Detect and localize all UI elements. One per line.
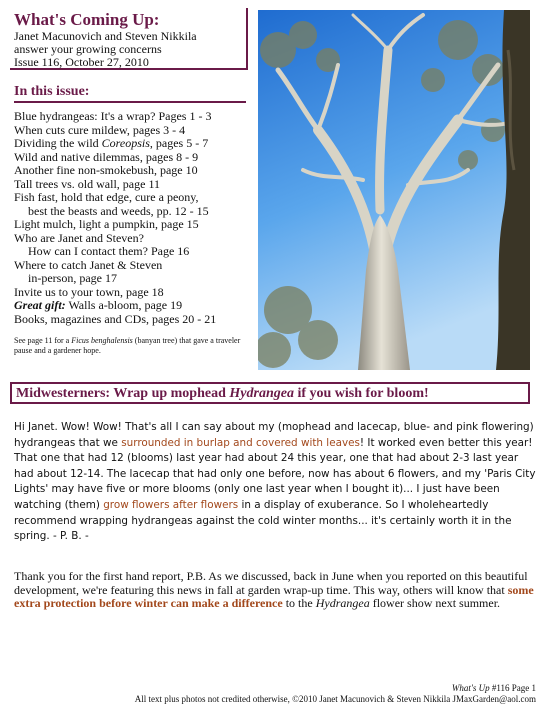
toc-item-text: Wild and native dilemmas, pages 8 - 9 [14, 149, 199, 164]
reply-part-2: to the [282, 596, 316, 610]
toc-item-text: Who are Janet and Steven? [14, 230, 144, 245]
toc-item-text: When cuts cure mildew, pages 3 - 4 [14, 122, 186, 137]
editor-reply [14, 570, 538, 611]
letter-highlight-2: grow flowers after flowers [103, 498, 239, 511]
toc-item [14, 232, 254, 259]
letter-part-3: in a display of exuberance. So I wholeheartedly recommend wrapping hydrangeas against the cold winter months... it's certainly worth it in the spring. - P. B. - [14, 498, 512, 543]
reader-letter [14, 420, 538, 545]
toc-item [14, 191, 254, 218]
newsletter-title: What's Coming Up: [14, 10, 160, 29]
toc-item [14, 178, 254, 192]
article-title-species: Hydrangea [229, 386, 294, 401]
tagline: answer your growing concerns [14, 42, 162, 56]
toc-item-text-b: , pages 5 - 7 [149, 136, 209, 150]
toc-item [14, 259, 254, 286]
banyan-tree-photo [258, 10, 530, 370]
letter-part-2: ! It worked even better this year! That one that had 12 (blooms) last year had about 24 this year, one that had about 2-3 last year had about 12-14. The lacecap that had only one before, now has about 6 flowers, and my 'Paris City Lights' may have five or more blooms (only one last year when I bought it)... I just have been watching (them) [14, 436, 536, 511]
caption-text-b: (banyan tree) that gave a traveler pause and a gardener hope. [14, 336, 241, 355]
article-title-a: Midwesterners: Wrap up mophead [16, 386, 230, 401]
reply-part-3: flower show next summer. [369, 596, 501, 610]
footer-page-number: #116 Page 1 [489, 683, 536, 693]
letter-part-1: Hi Janet. Wow! Wow! That's all I can say about my (mophead and lacecap, blue- and pink flowering) hydrangeas that we [14, 421, 534, 449]
toc-item [14, 164, 254, 178]
toc-item-text: Tall trees vs. old wall, page 11 [14, 176, 161, 191]
reply-highlight: some extra protection before winter can make a difference [14, 582, 534, 610]
toc-item-text: Books, magazines and CDs, pages 20 - 21 [14, 311, 217, 326]
toc-item-text: Dividing the wild [14, 136, 102, 150]
photo-caption [14, 336, 252, 356]
toc-item [14, 151, 254, 165]
toc-item [14, 313, 254, 327]
toc-item-continuation: best the beasts and weeds, pp. 12 - 15 [28, 203, 209, 218]
letter-highlight-1: surrounded in burlap and covered with leaves [121, 436, 360, 449]
article-title [16, 386, 429, 402]
footer-pub-name: What's Up [451, 683, 490, 693]
masthead [10, 8, 248, 70]
issue-line: Issue 116, October 27, 2010 [14, 55, 149, 69]
toc-item-emphasis: Great gift: [14, 298, 66, 312]
article-title-b: if you wish for bloom! [293, 386, 429, 401]
toc-item-text: Light mulch, light a pumpkin, page 15 [14, 217, 199, 231]
reply-species: Hydrangea [315, 596, 370, 610]
toc-item-text: Blue hydrangeas: It's a wrap? Pages 1 - 3 [14, 109, 212, 123]
toc-item [14, 218, 254, 232]
authors: Janet Macunovich and Steven Nikkila [14, 29, 197, 43]
toc-item-species: Coreopsis [101, 136, 150, 150]
toc-item-text: Another fine non-smokebush, page 10 [14, 163, 198, 177]
toc-item-continuation: How can I contact them? Page 16 [28, 244, 190, 258]
reply-part-1: Thank you for the first hand report, P.B. As we discussed, back in June when you reported on this beautiful development, we're featuring this news in fall at garden wrap-up time. This way, others will know that [14, 569, 528, 597]
toc-item [14, 137, 254, 151]
toc-item [14, 299, 254, 313]
toc-item [14, 110, 254, 124]
toc-item-text: Fish fast, hold that edge, cure a peony, [14, 190, 199, 204]
toc-heading: In this issue: [14, 84, 246, 103]
masthead-subtitle [14, 30, 197, 69]
article-title-bar [10, 382, 530, 404]
caption-species: Ficus benghalensis [71, 336, 133, 345]
toc-item-text: Walls a-bloom, page 19 [65, 298, 183, 312]
footer-page-line [452, 683, 536, 693]
toc-item [14, 124, 254, 138]
footer-credit: All text plus photos not credited otherwise, ©2010 Janet Macunovich & Steven Nikkila JMaxGarden@aol.com [134, 694, 536, 704]
toc-item-continuation: in-person, page 17 [28, 271, 117, 285]
caption-text-a: See page 11 for a [14, 336, 72, 345]
toc-item-text: Where to catch Janet & Steven [14, 257, 163, 272]
toc-list [14, 110, 254, 326]
toc-item-text: Invite us to your town, page 18 [14, 284, 164, 299]
toc-item [14, 286, 254, 300]
